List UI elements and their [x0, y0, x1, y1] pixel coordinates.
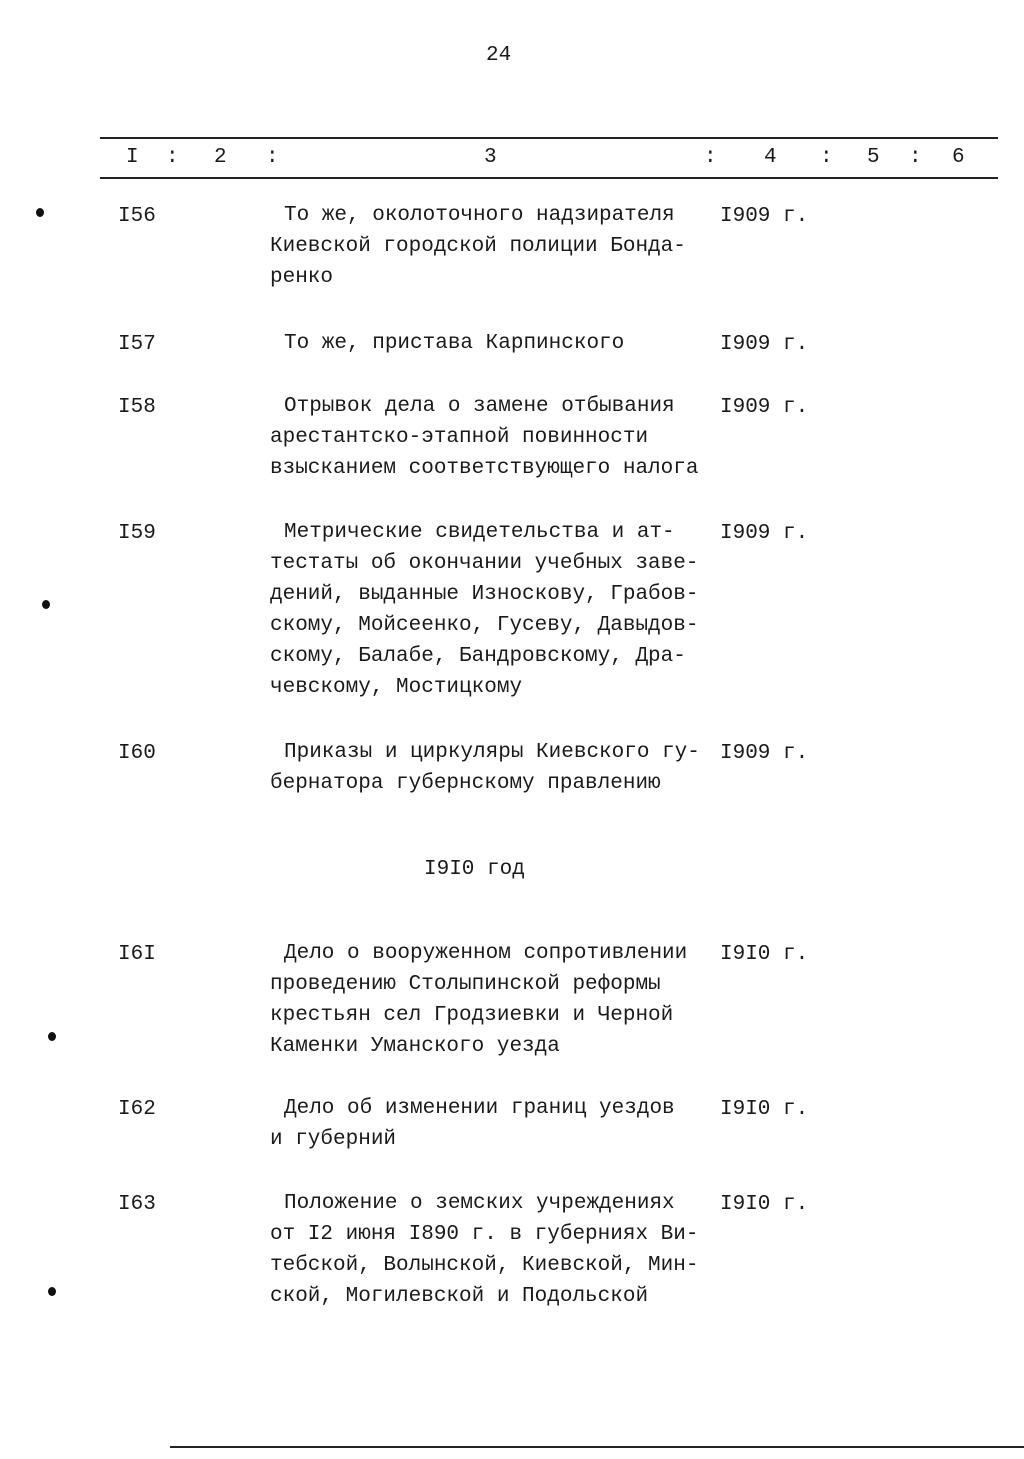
header-bottom-rule: [100, 177, 998, 179]
entry-title-line: чевскому, Мостицкому: [270, 676, 523, 699]
entry-title-line: бернатора губернскому правлению: [270, 772, 661, 795]
entry-title-line: Дело о вооруженном сопротивлении: [284, 942, 688, 965]
entry-number: I62: [118, 1098, 156, 1121]
bottom-rule: [170, 1446, 1024, 1448]
column-separator: :: [820, 146, 833, 169]
entry-title-line: Дело об изменении границ уездов: [284, 1097, 675, 1120]
entry-title-line: и губерний: [270, 1128, 397, 1151]
entry-title-line: То же, околоточного надзирателя: [284, 204, 675, 227]
entry-date: I9I0 г.: [720, 943, 809, 966]
entry-number: I63: [118, 1193, 156, 1216]
section-heading: I9I0 год: [424, 858, 525, 881]
entry-title-line: крестьян сел Гродзиевки и Черной: [270, 1004, 674, 1027]
entry-number: I6I: [118, 943, 156, 966]
entry-title-line: Метрические свидетельства и ат-: [284, 521, 675, 544]
entry-title: [270, 938, 687, 1062]
entry-title-line: ской, Могилевской и Подольской: [270, 1285, 649, 1308]
entry-title-line: Приказы и циркуляры Киевского гу-: [284, 741, 700, 764]
entry-number: I59: [118, 522, 156, 545]
entry-title-line: тебской, Волынской, Киевской, Мин-: [270, 1254, 699, 1277]
entry-title: [270, 328, 624, 359]
entry-title: [270, 200, 686, 293]
column-header-5: 5: [867, 146, 880, 169]
entry-title: [270, 391, 698, 484]
entry-title-line: проведению Столыпинской реформы: [270, 973, 661, 996]
entry-date: I9I0 г.: [720, 1098, 809, 1121]
entry-title-line: скому, Балабе, Бандровскому, Дра-: [270, 645, 686, 668]
entry-date: I909 г.: [720, 333, 809, 356]
column-header-2: 2: [214, 146, 227, 169]
entry-title: [270, 737, 700, 799]
entry-number: I60: [118, 742, 156, 765]
column-header-4: 4: [764, 146, 777, 169]
header-top-rule: [100, 137, 998, 139]
column-header-3: 3: [484, 146, 497, 169]
entry-title-line: Положение о земских учреждениях: [284, 1192, 675, 1215]
binder-hole-mark: [48, 1287, 56, 1296]
column-separator: :: [704, 146, 717, 169]
entry-title-line: скому, Мойсеенко, Гусеву, Давыдов-: [270, 614, 699, 637]
entry-title-line: дений, выданные Износкову, Грабов-: [270, 583, 699, 606]
column-separator: :: [266, 146, 279, 169]
entry-number: I57: [118, 333, 156, 356]
binder-hole-mark: [36, 208, 44, 217]
entry-title: [270, 1188, 698, 1312]
entry-title-line: от I2 июня I890 г. в губерниях Ви-: [270, 1223, 699, 1246]
entry-title-line: ренко: [270, 266, 334, 289]
entry-number: I56: [118, 205, 156, 228]
binder-hole-mark: [48, 1032, 56, 1041]
entry-title-line: арестантско-этапной повинности: [270, 426, 649, 449]
entry-title-line: Каменки Уманского уезда: [270, 1035, 560, 1058]
entry-title: [270, 1093, 675, 1155]
page-number: 24: [486, 44, 512, 67]
entry-title-line: взысканием соответствующего налога: [270, 457, 699, 480]
entry-title-line: Киевской городской полиции Бонда-: [270, 235, 686, 258]
entry-date: I9I0 г.: [720, 1193, 809, 1216]
column-separator: :: [166, 146, 179, 169]
entry-date: I909 г.: [720, 522, 809, 545]
binder-hole-mark: [42, 600, 50, 609]
column-separator: :: [909, 146, 922, 169]
entry-title-line: То же, пристава Карпинского: [284, 332, 625, 355]
entry-title-line: Отрывок дела о замене отбывания: [284, 395, 675, 418]
entry-title: [270, 517, 698, 703]
entry-number: I58: [118, 396, 156, 419]
column-header-1: I: [126, 146, 139, 169]
entry-date: I909 г.: [720, 205, 809, 228]
entry-date: I909 г.: [720, 396, 809, 419]
entry-date: I909 г.: [720, 742, 809, 765]
entry-title-line: тестаты об окончании учебных заве-: [270, 552, 699, 575]
column-header-6: 6: [952, 146, 965, 169]
